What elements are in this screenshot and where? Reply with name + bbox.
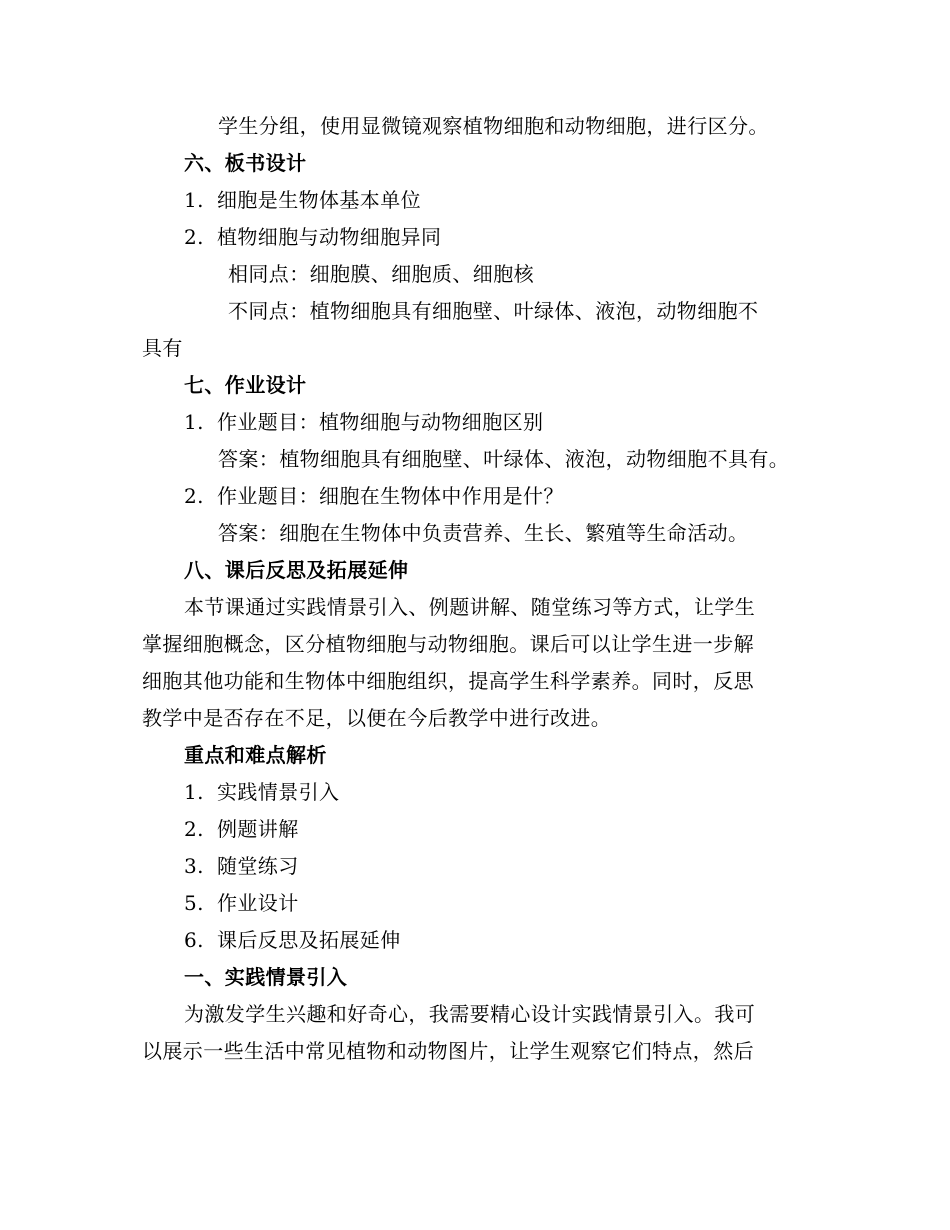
list-number: 2. <box>184 817 204 841</box>
key-point-item <box>184 852 299 880</box>
list-number: 5. <box>184 891 204 915</box>
list-text: 作业题目：植物细胞与动物细胞区别 <box>217 410 544 434</box>
list-text: 植物细胞与动物细胞异同 <box>217 225 442 249</box>
list-text: 例题讲解 <box>217 817 299 841</box>
section-heading-7: 七、作业设计 <box>184 373 307 397</box>
paragraph-line: 学生分组，使用显微镜观察植物细胞和动物细胞，进行区分。 <box>218 114 769 138</box>
list-text: 作业题目：细胞在生物体中作用是什？ <box>217 484 564 508</box>
section-heading-1: 一、实践情景引入 <box>184 965 348 989</box>
list-text: 细胞是生物体基本单位 <box>217 188 421 212</box>
list-item-board-2 <box>184 223 441 251</box>
paragraph-line: 本节课通过实践情景引入、例题讲解、随堂练习等方式，让学生 <box>184 595 756 619</box>
list-item-board-1 <box>184 186 421 214</box>
list-text: 随堂练习 <box>217 854 299 878</box>
paragraph-line: 细胞其他功能和生物体中细胞组织，提高学生科学素养。同时，反思 <box>142 669 754 693</box>
list-text: 实践情景引入 <box>217 780 340 804</box>
key-point-item <box>184 778 339 806</box>
list-text: 课后反思及拓展延伸 <box>217 928 401 952</box>
key-point-item <box>184 926 401 954</box>
section-heading-8: 八、课后反思及拓展延伸 <box>184 558 409 582</box>
list-text: 作业设计 <box>217 891 299 915</box>
homework-question-1 <box>184 408 543 436</box>
difference-line: 不同点：植物细胞具有细胞壁、叶绿体、液泡，动物细胞不 <box>228 299 759 323</box>
paragraph-line: 以展示一些生活中常见植物和动物图片，让学生观察它们特点，然后 <box>142 1039 754 1063</box>
list-number: 1. <box>184 188 204 212</box>
homework-answer-1: 答案：植物细胞具有细胞壁、叶绿体、液泡，动物细胞不具有。 <box>218 447 790 471</box>
paragraph-line: 教学中是否存在不足，以便在今后教学中进行改进。 <box>142 706 612 730</box>
list-number: 2. <box>184 225 204 249</box>
difference-line-continued: 具有 <box>142 336 183 360</box>
list-number: 1. <box>184 410 204 434</box>
homework-answer-2: 答案：细胞在生物体中负责营养、生长、繁殖等生命活动。 <box>218 521 749 545</box>
list-number: 3. <box>184 854 204 878</box>
key-point-item <box>184 815 299 843</box>
paragraph-line: 为激发学生兴趣和好奇心，我需要精心设计实践情景引入。我可 <box>184 1002 756 1026</box>
list-number: 1. <box>184 780 204 804</box>
key-points-heading: 重点和难点解析 <box>184 743 327 767</box>
key-point-item <box>184 889 299 917</box>
list-number: 6. <box>184 928 204 952</box>
section-heading-6: 六、板书设计 <box>184 151 307 175</box>
homework-question-2 <box>184 482 564 510</box>
paragraph-line: 掌握细胞概念，区分植物细胞与动物细胞。课后可以让学生进一步解 <box>142 632 754 656</box>
similarity-line: 相同点：细胞膜、细胞质、细胞核 <box>228 262 534 286</box>
list-number: 2. <box>184 484 204 508</box>
